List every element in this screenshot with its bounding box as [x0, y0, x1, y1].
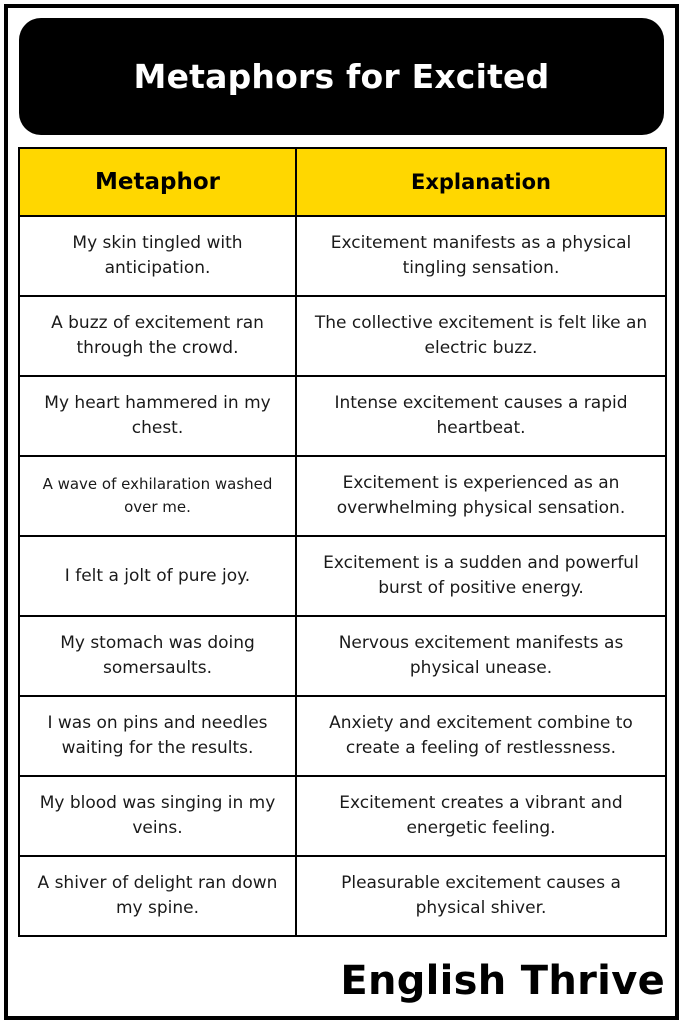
- table-row: [19, 456, 666, 536]
- metaphor-cell: I felt a jolt of pure joy.: [19, 536, 296, 616]
- metaphor-cell: A wave of exhilaration washed over me.: [19, 456, 296, 536]
- brand-footer: English Thrive: [340, 958, 665, 1004]
- table-row: [19, 776, 666, 856]
- explanation-cell: Nervous excitement manifests as physical unease.: [296, 616, 666, 696]
- metaphor-table: [18, 147, 667, 937]
- explanation-cell: Excitement creates a vibrant and energetic feeling.: [296, 776, 666, 856]
- title-banner: [19, 18, 664, 135]
- table-header-row: [19, 148, 666, 216]
- table-row: [19, 616, 666, 696]
- table-row: [19, 296, 666, 376]
- explanation-cell: Excitement is a sudden and powerful burst of positive energy.: [296, 536, 666, 616]
- explanation-cell: Anxiety and excitement combine to create a feeling of restlessness.: [296, 696, 666, 776]
- explanation-cell: Excitement is experienced as an overwhelming physical sensation.: [296, 456, 666, 536]
- metaphor-cell: A shiver of delight ran down my spine.: [19, 856, 296, 936]
- table-row: [19, 376, 666, 456]
- metaphor-cell: My heart hammered in my chest.: [19, 376, 296, 456]
- column-header-explanation: Explanation: [296, 148, 666, 216]
- table-row: [19, 216, 666, 296]
- table-row: [19, 856, 666, 936]
- metaphor-cell: My blood was singing in my veins.: [19, 776, 296, 856]
- explanation-cell: Pleasurable excitement causes a physical shiver.: [296, 856, 666, 936]
- explanation-cell: Excitement manifests as a physical tingling sensation.: [296, 216, 666, 296]
- table-row: [19, 536, 666, 616]
- table-row: [19, 696, 666, 776]
- page-title: Metaphors for Excited: [133, 57, 550, 96]
- metaphor-cell: I was on pins and needles waiting for the results.: [19, 696, 296, 776]
- explanation-cell: Intense excitement causes a rapid heartbeat.: [296, 376, 666, 456]
- metaphor-cell: A buzz of excitement ran through the crowd.: [19, 296, 296, 376]
- metaphor-cell: My stomach was doing somersaults.: [19, 616, 296, 696]
- explanation-cell: The collective excitement is felt like an electric buzz.: [296, 296, 666, 376]
- column-header-metaphor: Metaphor: [19, 148, 296, 216]
- metaphor-cell: My skin tingled with anticipation.: [19, 216, 296, 296]
